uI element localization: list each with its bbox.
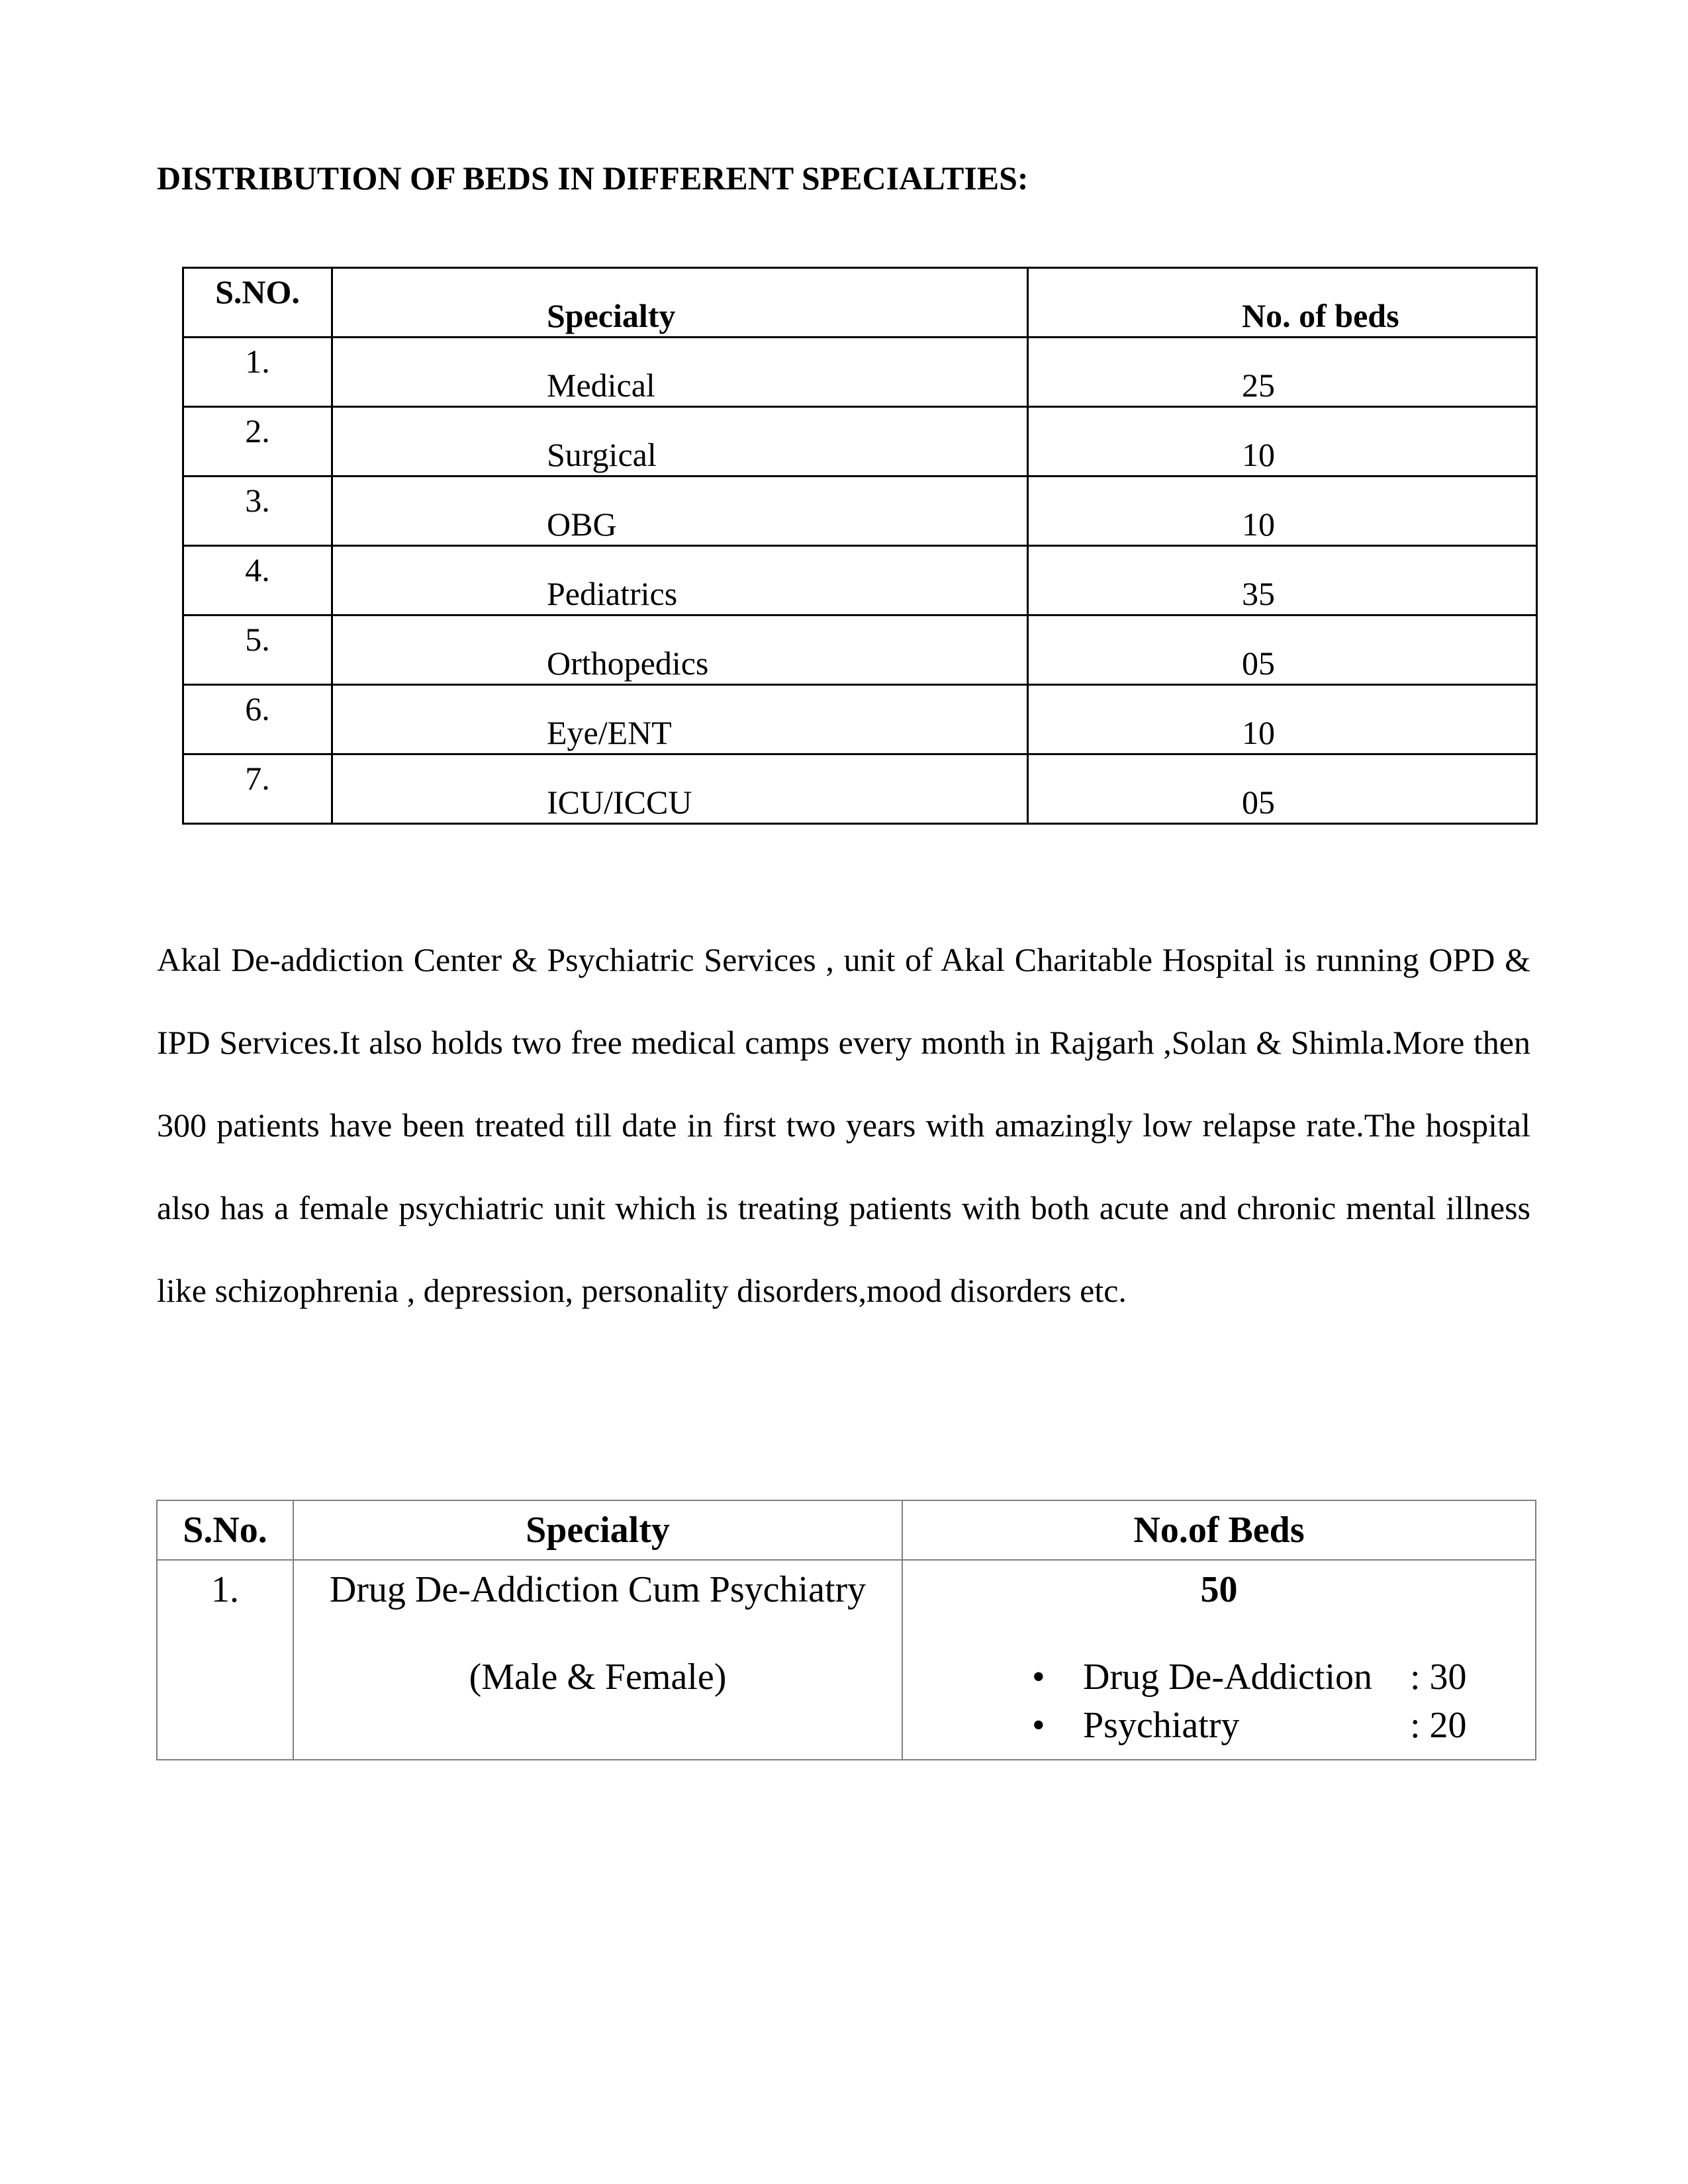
specialty-name: Drug De-Addiction Cum Psychiatry — [329, 1569, 867, 1610]
table-row — [157, 1560, 1536, 1760]
header-cell-specialty — [293, 1500, 902, 1560]
row-specialty: Orthopedics — [547, 645, 709, 682]
bed-distribution-table — [182, 267, 1538, 825]
row-beds: 10 — [1242, 506, 1275, 543]
specialty-subtitle: (Male & Female) — [469, 1657, 727, 1698]
row-sno: 1. — [211, 1569, 239, 1610]
breakdown-label: Drug De-Addiction — [1083, 1657, 1373, 1698]
cell-sno — [157, 1560, 293, 1760]
breakdown-label: Psychiatry — [1083, 1705, 1240, 1746]
header-beds: No.of Beds — [1133, 1510, 1305, 1551]
header-specialty: Specialty — [526, 1510, 670, 1551]
table-row — [183, 477, 1537, 546]
cell-beds — [902, 1560, 1536, 1760]
deaddiction-beds-table — [156, 1500, 1536, 1760]
row-beds: 05 — [1242, 784, 1275, 821]
header-cell-sno — [157, 1500, 293, 1560]
cell-specialty — [293, 1560, 902, 1760]
header-sno: S.No. — [183, 1510, 267, 1551]
row-beds: 10 — [1242, 436, 1275, 473]
row-beds: 35 — [1242, 575, 1275, 612]
table-row — [183, 685, 1537, 754]
row-beds: 10 — [1242, 714, 1275, 751]
list-item — [903, 1704, 1535, 1751]
header-cell-beds — [902, 1500, 1536, 1560]
breakdown-value: : 30 — [1410, 1657, 1467, 1698]
table-header-row — [157, 1500, 1536, 1560]
row-beds: 25 — [1242, 367, 1275, 404]
table-row — [183, 338, 1537, 407]
row-specialty: Pediatrics — [547, 575, 678, 612]
table-row — [183, 407, 1537, 477]
table-row — [183, 615, 1537, 685]
row-specialty: ICU/ICCU — [547, 784, 692, 821]
header-cell-specialty — [332, 268, 1028, 338]
bullet-icon: • — [1032, 1657, 1045, 1698]
row-sno: 3. — [245, 482, 270, 519]
description-paragraph: Akal De-addiction Center & Psychiatric Services , unit of Akal Charitable Hospital is running OPD & IPD Services.It also holds two free medical camps every month in Rajgarh ,Solan & Shimla.More then 300 patients have been treated till date in first two years with amazingly low relapse rate.The hospital also has a female psychiatric unit which is treating patients with both acute and chronic mental illness like schizophrenia , depression, personality disorders,mood disorders etc. — [157, 941, 1530, 1309]
row-sno: 1. — [245, 343, 270, 380]
header-cell-sno — [183, 268, 332, 338]
row-sno: 6. — [245, 690, 270, 727]
row-specialty: Surgical — [547, 436, 657, 473]
row-sno: 4. — [245, 551, 270, 588]
row-sno: 2. — [245, 412, 270, 449]
list-item — [903, 1656, 1535, 1702]
breakdown-value: : 20 — [1410, 1705, 1467, 1746]
table-row — [183, 754, 1537, 824]
table-row — [183, 546, 1537, 615]
header-specialty: Specialty — [547, 297, 676, 334]
header-sno: S.NO. — [215, 273, 300, 310]
row-sno: 5. — [245, 621, 270, 658]
total-beds: 50 — [1200, 1569, 1238, 1610]
row-sno: 7. — [245, 760, 270, 797]
row-specialty: Eye/ENT — [547, 714, 672, 751]
table-header-row — [183, 268, 1537, 338]
header-cell-beds — [1028, 268, 1537, 338]
row-specialty: OBG — [547, 506, 617, 543]
row-beds: 05 — [1242, 645, 1275, 682]
page-heading: DISTRIBUTION OF BEDS IN DIFFERENT SPECIALTIES: — [157, 159, 1029, 197]
bullet-icon: • — [1032, 1705, 1045, 1746]
row-specialty: Medical — [547, 367, 655, 404]
header-beds: No. of beds — [1242, 297, 1399, 334]
